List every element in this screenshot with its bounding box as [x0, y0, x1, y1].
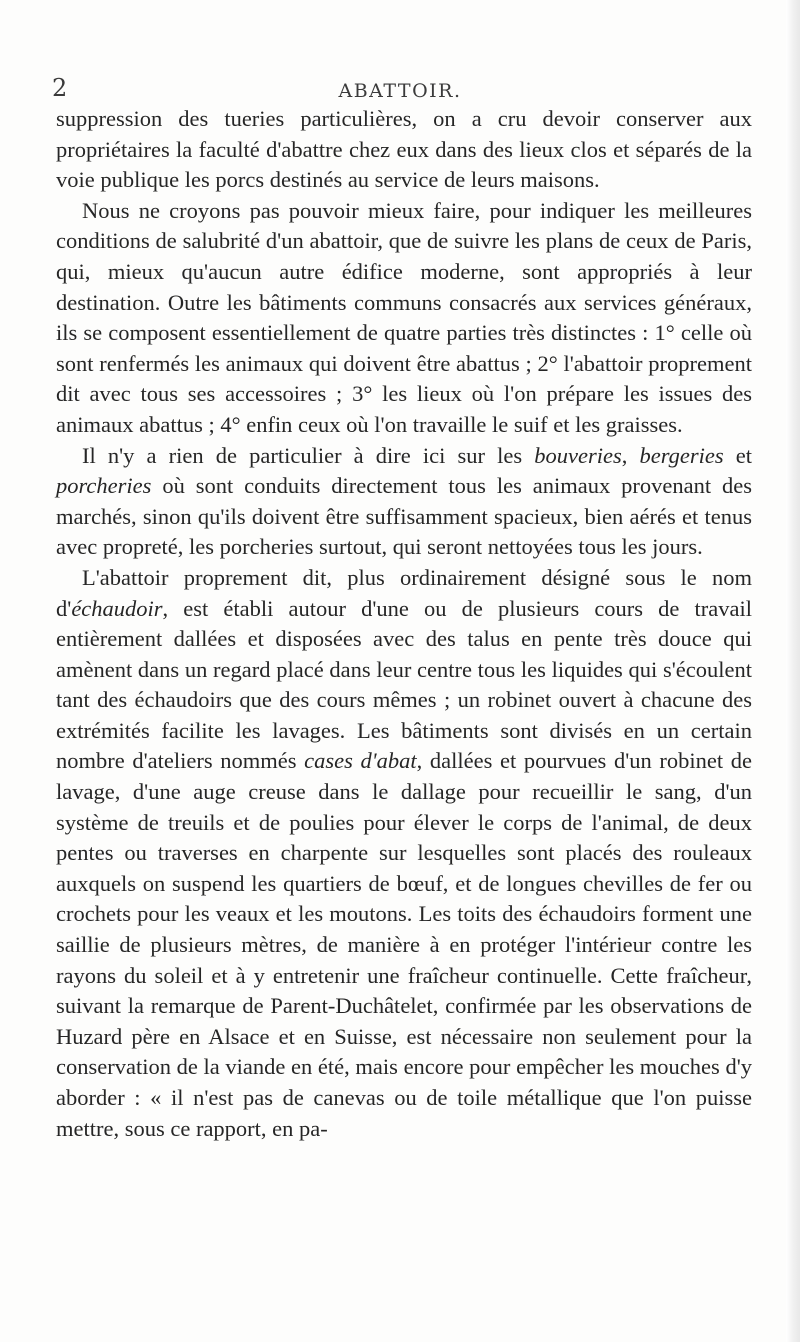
paragraph-3-text-d: où sont conduits directement tous les animaux provenant des marchés, sinon qu'ils doivent être suffisamment spacieux, bien aérés et tenus avec propreté, les porcheries surtout, qui seront nettoyées tous les jours.	[56, 473, 752, 560]
term-porcheries: porcheries	[56, 473, 152, 499]
paragraph-3-text-c: et	[723, 442, 752, 468]
body-text	[56, 104, 752, 1144]
paragraph-1-text: suppression des tueries particulières, on a cru devoir conserver aux propriétaires la faculté d'abattre chez eux dans des lieux clos et séparés de la voie publique les porcs destinés au service de leurs maisons.	[56, 106, 752, 193]
paragraph-4-text-a: L'abattoir proprement dit, plus ordinairement désigné sous le nom d'	[56, 564, 752, 621]
term-bouveries: bouveries	[534, 442, 622, 468]
running-head: ABATTOIR.	[338, 80, 462, 102]
page-number: 2	[52, 74, 68, 102]
paragraph-4-text-b: , est établi autour d'une ou de plusieurs cours de travail entièrement dallées et disposées avec des talus en pente très douce qui amènent dans un regard placé dans leur centre tous les liquides qui s'écoulent tant des échaudoirs que des cours mêmes ; un robinet ouvert à chacune des extrémités facilite les lavages. Les bâtiments sont divisés en un certain nombre d'ateliers nommés	[56, 595, 752, 774]
paragraph-3	[56, 441, 752, 563]
paragraph-4	[56, 563, 752, 1144]
paragraph-3-text-a: Il n'y a rien de particulier à dire ici sur les	[82, 442, 535, 468]
term-cases-d-abat: cases d'abat	[304, 748, 417, 774]
paragraph-4-text-c: , dallées et pourvues d'un robinet de lavage, d'une auge creuse dans le dallage pour recueillir le sang, d'un système de treuils et de poulies pour élever le corps de l'animal, de deux pentes ou traverses en charpente sur lesquelles sont placés des rouleaux auxquels on suspend les quartiers de bœuf, et de longues chevilles de fer ou crochets pour les veaux et les moutons. Les toits des échaudoirs forment une saillie de plusieurs mètres, de manière à en protéger l'intérieur contre les rayons du soleil et à y entretenir une fraîcheur continuelle. Cette fraîcheur, suivant la remarque de Parent-Duchâtelet, confirmée par les observations de Huzard père en Alsace et en Suisse, est nécessaire non seulement pour la conservation de la viande en été, mais encore pour empêcher les mouches d'y aborder : « il n'est pas de canevas ou de toile métallique que l'on puisse mettre, sous ce rapport, en pa-	[56, 748, 752, 1141]
page-edge-shadow	[786, 0, 800, 1342]
paragraph-2-text: Nous ne croyons pas pouvoir mieux faire, pour indiquer les meilleures conditions de salubrité d'un abattoir, que de suivre les plans de ceux de Paris, qui, mieux qu'aucun autre édifice moderne, sont appropriés à leur destination. Outre les bâtiments communs consacrés aux services généraux, ils se composent essentiellement de quatre parties très distinctes : 1° celle où sont renfermés les animaux qui doivent être abattus ; 2° l'abattoir proprement dit avec tous ses accessoires ; 3° les lieux où l'on prépare les issues des animaux abattus ; 4° enfin ceux où l'on travaille le suif et les graisses.	[56, 197, 752, 437]
paragraph-3-text-b: ,	[621, 442, 640, 468]
term-bergeries: bergeries	[639, 442, 724, 468]
paragraph-1	[56, 104, 752, 196]
term-echaudoir: échaudoir	[71, 595, 163, 621]
paragraph-2	[56, 196, 752, 441]
